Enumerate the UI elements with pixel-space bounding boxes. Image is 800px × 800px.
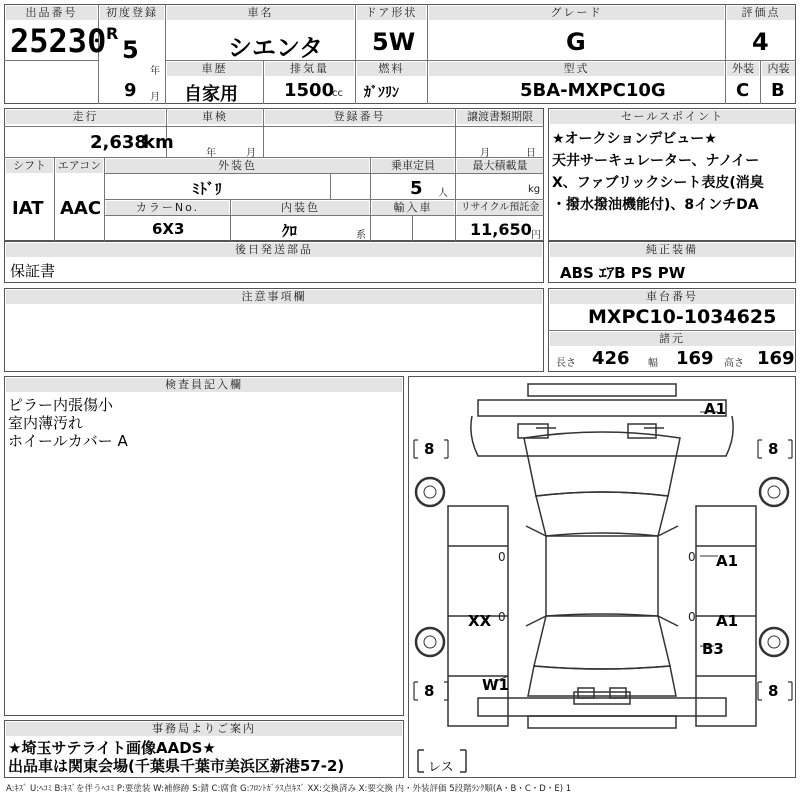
recycle-fee: 11,650: [470, 220, 532, 239]
door-label: ドア形状: [357, 6, 426, 20]
car-name-label: 車名: [167, 6, 354, 20]
damage-mark-left-rear: XX: [468, 612, 492, 630]
grade: G: [566, 28, 586, 56]
shift: IAT: [12, 198, 44, 219]
tire-depth-left-front: 8: [424, 440, 435, 458]
office-line-2: 出品車は関東会場(千葉県千葉市美浜区新港57-2): [8, 757, 345, 775]
capacity: 5: [410, 178, 423, 199]
first-reg-year: 5: [122, 36, 139, 64]
caution-label: 注意事項欄: [6, 290, 542, 304]
transfer-month-unit: 月: [480, 148, 490, 159]
displacement: 1500: [284, 80, 335, 101]
color-label: 外装色: [106, 159, 369, 173]
sales-point-line-3: X、ファブリックシート表皮(消臭: [552, 175, 764, 191]
fuel: ｶﾞｿﾘﾝ: [364, 85, 399, 101]
mileage-label: 走行: [6, 110, 165, 124]
first-reg-month: 9: [124, 80, 137, 101]
length-label: 長さ: [556, 358, 576, 369]
mileage-unit: km: [143, 132, 174, 153]
tire-depth-left-rear: 8: [424, 682, 435, 700]
height: 169: [757, 348, 795, 369]
inspector-label: 検査員記入欄: [6, 378, 402, 392]
history: 自家用: [184, 84, 238, 105]
score: 4: [752, 28, 769, 56]
spare-tire-status: レス: [428, 760, 454, 775]
capacity-unit: 人: [438, 188, 448, 199]
reg-no-label: 登録番号: [265, 110, 454, 124]
damage-mark-front: A1: [704, 400, 727, 418]
genuine-label: 純正装備: [550, 243, 794, 257]
model: 5BA-MXPC10G: [520, 80, 666, 101]
max-load-label: 最大積載量: [457, 159, 543, 173]
sales-point-line-2: 天井サーキュレーター、ナノイー: [552, 153, 760, 169]
displacement-unit: cc: [332, 88, 343, 99]
displacement-label: 排気量: [265, 62, 354, 76]
later-parts-label: 後日発送部品: [6, 243, 542, 257]
recycle-label: リサイクル預託金: [457, 201, 543, 215]
length: 426: [592, 348, 630, 369]
width-label: 幅: [648, 358, 658, 369]
import-label: 輸入車: [372, 201, 454, 215]
inspection-label: 車検: [168, 110, 262, 124]
tire-depth-right-front: 8: [768, 440, 779, 458]
recycle-unit: 円: [531, 230, 541, 241]
zero-mark-4: 0: [688, 610, 696, 624]
inspector-line-3: ホイールカバー A: [8, 432, 128, 450]
later-parts-text: 保証書: [10, 262, 56, 280]
width: 169: [676, 348, 714, 369]
zero-mark-3: 0: [498, 610, 506, 624]
sales-point-line-1: ★オークションデビュー★: [552, 131, 717, 147]
month-unit: 月: [150, 92, 160, 103]
first-reg-label: 初度登録: [100, 6, 164, 20]
transfer-day-unit: 日: [526, 148, 536, 159]
year-unit: 年: [150, 66, 160, 77]
damage-mark-right-rear: A1: [716, 612, 739, 630]
max-load-unit: kg: [528, 184, 541, 195]
car-outline-icon: [408, 376, 796, 778]
damage-mark-left-quarter: W1: [482, 676, 509, 694]
car-name: シエンタ: [228, 34, 324, 62]
height-label: 高さ: [724, 358, 744, 369]
era: R: [106, 24, 119, 43]
body-color: ﾐﾄﾞﾘ: [192, 180, 223, 198]
int-color-unit: 系: [356, 230, 366, 241]
office-label: 事務局よりご案内: [6, 722, 402, 736]
mileage: 2,638: [90, 132, 147, 153]
interior-grade: B: [771, 80, 785, 101]
damage-mark-right-quarter: B3: [702, 640, 724, 658]
history-label: 車歴: [167, 62, 262, 76]
sales-point-line-4: ・撥水撥油機能付)、8インチDA: [552, 197, 759, 213]
spec-block: [4, 108, 544, 241]
int-color: ｸﾛ: [282, 222, 298, 240]
exterior-grade: C: [736, 80, 750, 101]
aircon: AAC: [60, 198, 102, 219]
color-no-label: カラーNo.: [106, 201, 229, 215]
grade-label: グレード: [429, 6, 724, 20]
legend: A:ｷｽﾞ U:ﾍｺﾐ B:ｷｽﾞを伴うﾍｺﾐ P:要塗装 W:補修跡 S:錆 C:腐食 G:ﾌﾛﾝﾄｶﾞﾗｽ点ｷｽﾞ XX:交換済み X:要交換 内・外装評価 5段階ﾗﾝｸ順(A・B・C・D・E) 1: [6, 784, 572, 794]
capacity-label: 乗車定員: [372, 159, 454, 173]
fuel-label: 燃料: [357, 62, 426, 76]
damage-mark-right-front: A1: [716, 552, 739, 570]
shift-label: シフト: [6, 159, 53, 173]
office-line-1: ★埼玉サテライト画像AADS★: [8, 739, 216, 757]
interior-label: 内装: [762, 62, 795, 76]
score-label: 評価点: [727, 6, 795, 20]
sales-point-label: セールスポイント: [550, 110, 795, 124]
dims-label: 諸元: [550, 332, 794, 346]
model-label: 型式: [429, 62, 724, 76]
aircon-label: エアコン: [57, 159, 102, 172]
lot-no-label: 出品番号: [6, 6, 97, 20]
zero-mark-1: 0: [498, 550, 506, 564]
inspection-month-unit: 月: [246, 148, 256, 159]
color-no: 6X3: [152, 220, 185, 238]
inspector-line-2: 室内薄汚れ: [8, 414, 84, 432]
transfer-label: 譲渡書類期限: [457, 110, 543, 124]
inspection-year-unit: 年: [206, 148, 216, 159]
genuine-equipment: ABS ｴｱB PS PW: [560, 264, 686, 282]
chassis-label: 車台番号: [550, 290, 794, 304]
door-type: 5W: [372, 28, 416, 56]
lot-no: 25230: [10, 22, 107, 60]
inspector-line-1: ピラー内張傷小: [8, 396, 114, 414]
tire-depth-right-rear: 8: [768, 682, 779, 700]
zero-mark-2: 0: [688, 550, 696, 564]
chassis-number: MXPC10-1034625: [588, 306, 777, 328]
int-color-label: 内装色: [232, 201, 369, 215]
exterior-label: 外装: [727, 62, 759, 76]
